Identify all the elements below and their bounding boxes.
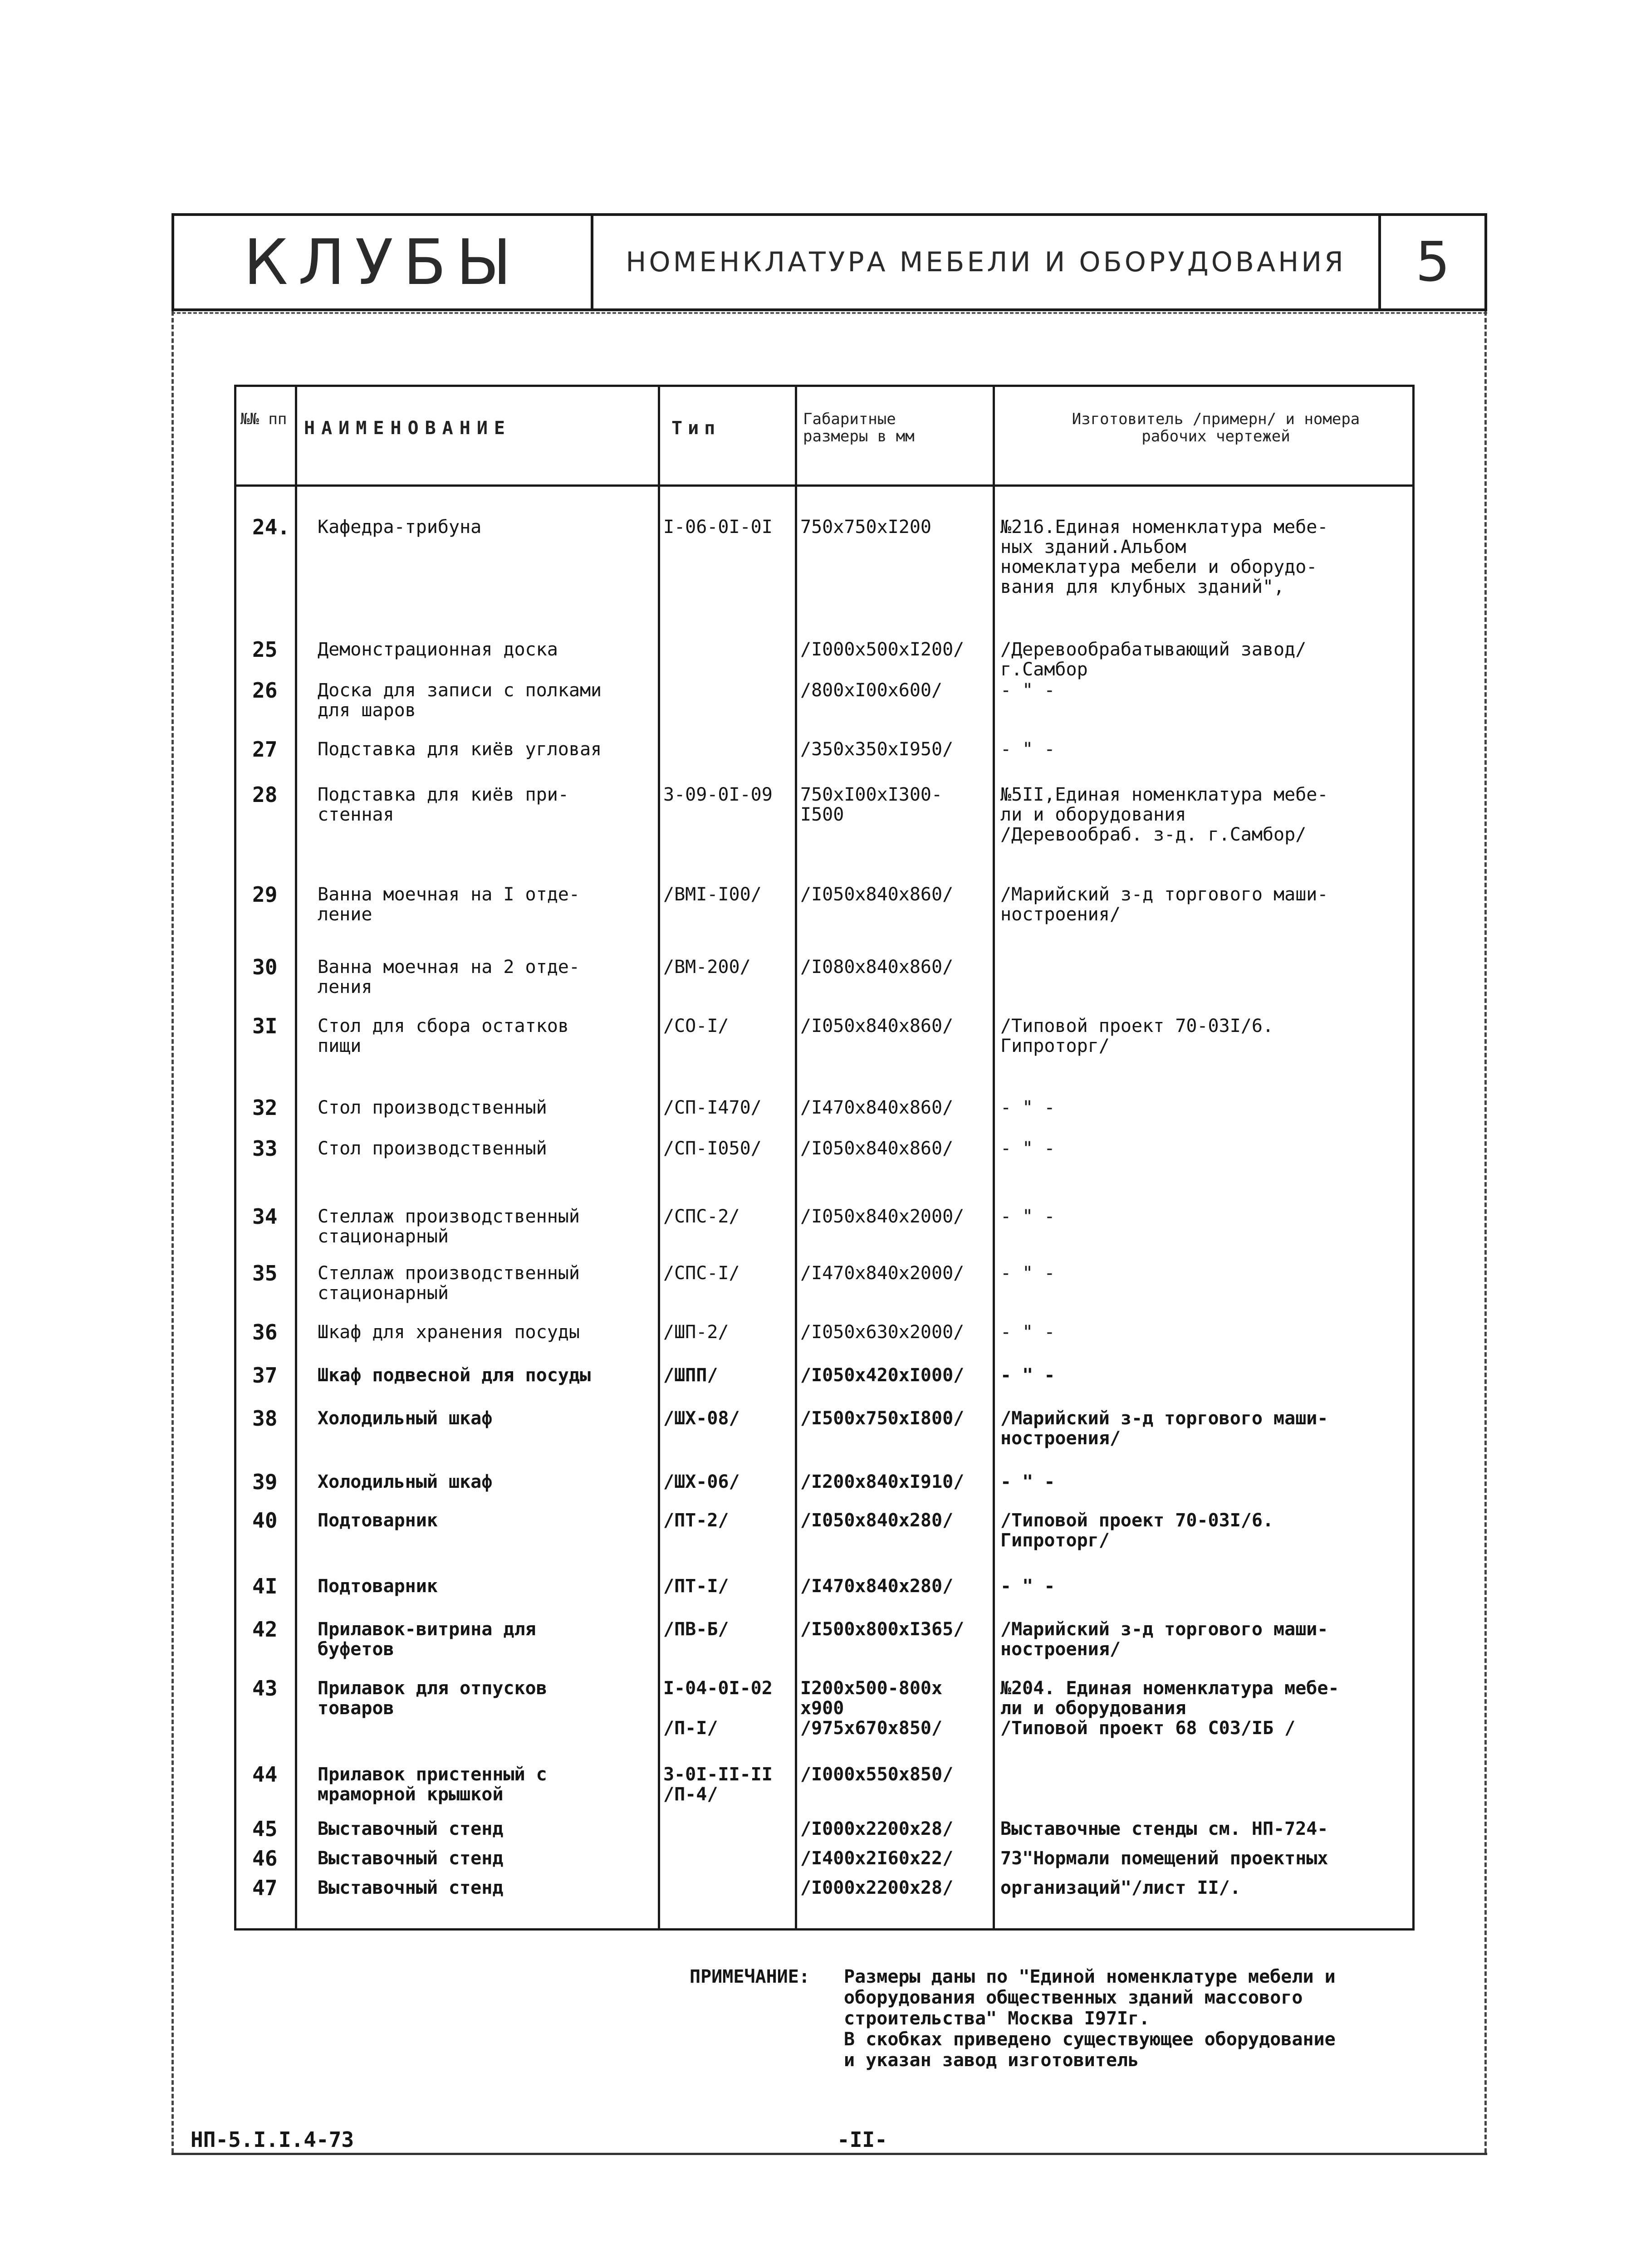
row-type: /ПТ-I/	[663, 1576, 729, 1597]
row-num: 29	[252, 882, 278, 907]
note-line: оборудования общественных зданий массового	[844, 1987, 1303, 2008]
row-name: Доска для записи с полками для шаров	[318, 680, 602, 721]
row-maker: - " -	[1000, 1576, 1055, 1597]
row-type: I-06-0I-0I	[663, 517, 773, 538]
row-num: 34	[252, 1204, 278, 1229]
row-type: 3-0I-II-II /П-4/	[663, 1764, 773, 1805]
row-maker: организаций"/лист II/.	[1000, 1877, 1241, 1898]
column-divider	[795, 385, 797, 1931]
row-name: Прилавок для отпусков товаров	[318, 1678, 547, 1719]
row-dims: /I000x500xI200/	[800, 639, 965, 660]
row-num: 44	[252, 1762, 278, 1787]
page-number: -II-	[837, 2127, 887, 2152]
row-num: 46	[252, 1846, 278, 1871]
row-num: 27	[252, 737, 278, 762]
row-type: /ШХ-08/	[663, 1408, 740, 1429]
sheet-number: 5	[1415, 230, 1450, 294]
row-type: /ШХ-06/	[663, 1471, 740, 1492]
row-maker: - " -	[1000, 680, 1055, 701]
row-num: 25	[252, 637, 278, 662]
row-dims: /I050x840x860/	[800, 1016, 954, 1036]
row-name: Демонстрационная доска	[318, 639, 558, 660]
row-num: 35	[252, 1261, 278, 1286]
column-divider	[658, 385, 660, 1931]
row-name: Холодильный шкаф	[318, 1408, 493, 1429]
row-maker: - " -	[1000, 1206, 1055, 1227]
row-name: Выставочный стенд	[318, 1818, 504, 1839]
row-num: 40	[252, 1508, 278, 1533]
row-dims: /I050x420xI000/	[800, 1365, 965, 1386]
row-dims: /I470x840x860/	[800, 1097, 954, 1118]
row-name: Подставка для киёв угловая	[318, 739, 602, 760]
row-dims: /I050x840x280/	[800, 1510, 954, 1531]
row-num: 36	[252, 1320, 278, 1344]
frame-right-line	[1484, 311, 1487, 2153]
column-divider	[295, 385, 297, 1931]
row-maker: 73"Нормали помещений проектных	[1000, 1848, 1328, 1869]
row-dims: /I470x840x2000/	[800, 1263, 965, 1284]
row-type: /ПВ-Б/	[663, 1619, 729, 1640]
row-num: 33	[252, 1136, 278, 1161]
row-dims: /I500x800xI365/	[800, 1619, 965, 1640]
row-name: Кафедра-трибуна	[318, 517, 482, 538]
row-maker: - " -	[1000, 739, 1055, 760]
row-maker: /Марийский з-д торгового маши- ностроения/	[1000, 884, 1328, 925]
row-name: Прилавок-витрина для буфетов	[318, 1619, 536, 1660]
row-num: 30	[252, 955, 278, 979]
row-name: Подставка для киёв при- стенная	[318, 784, 569, 825]
row-dims: /I000x2200x28/	[800, 1818, 954, 1839]
row-maker: /Типовой проект 70-03I/6. Гипроторг/	[1000, 1016, 1274, 1056]
row-maker: /Марийский з-д торгового маши- ностроения/	[1000, 1408, 1328, 1449]
row-type: /ВМ-200/	[663, 957, 751, 978]
row-dims: /I000x2200x28/	[800, 1877, 954, 1898]
row-name: Шкаф подвесной для посуды	[318, 1365, 591, 1386]
row-name: Стол производственный	[318, 1097, 547, 1118]
note-line: и указан завод изготовитель	[844, 2050, 1139, 2071]
row-maker: №5II,Единая номенклатура мебе- ли и оборудования /Деревообраб. з-д. г.Самбор/	[1000, 784, 1328, 845]
row-num: 38	[252, 1406, 278, 1431]
row-name: Стеллаж производственный стационарный	[318, 1206, 580, 1247]
row-name: Ванна моечная на I отде- ление	[318, 884, 580, 925]
row-num: 47	[252, 1876, 278, 1900]
note-line: В скобках приведено существующее оборудование	[844, 2029, 1336, 2050]
row-type: I-04-0I-02 /П-I/	[663, 1678, 773, 1739]
row-name: Прилавок пристенный с мраморной крышкой	[318, 1764, 547, 1805]
row-num: 26	[252, 678, 278, 703]
row-dims: /I050x840x860/	[800, 1138, 954, 1159]
row-maker: /Типовой проект 70-03I/6. Гипроторг/	[1000, 1510, 1274, 1551]
frame-left-line	[171, 311, 174, 2153]
row-maker: - " -	[1000, 1263, 1055, 1284]
row-type: /ВМI-I00/	[663, 884, 762, 905]
row-num: 4I	[252, 1574, 278, 1598]
row-num: 24.	[252, 515, 290, 539]
note-line: строительства" Москва I97Iг.	[844, 2008, 1150, 2029]
row-dims: /I080x840x860/	[800, 957, 954, 978]
document-code: НП-5.I.I.4-73	[191, 2127, 354, 2152]
row-name: Выставочный стенд	[318, 1877, 504, 1898]
building-type-title: КЛУБЫ	[243, 225, 522, 299]
column-divider	[993, 385, 995, 1931]
row-num: 45	[252, 1817, 278, 1841]
row-dims: /I050x840x2000/	[800, 1206, 965, 1227]
header-name: НАИМЕНОВАНИЕ	[304, 418, 511, 439]
row-num: 3I	[252, 1014, 278, 1038]
row-type: /ШПП/	[663, 1365, 718, 1386]
row-num: 37	[252, 1363, 278, 1388]
row-name: Подтоварник	[318, 1510, 438, 1531]
note-label: ПРИМЕЧАНИЕ:	[690, 1966, 810, 1987]
row-maker: - " -	[1000, 1138, 1055, 1159]
row-dims: /I400x2I60x22/	[800, 1848, 954, 1869]
header-type: Тип	[671, 418, 721, 439]
row-num: 43	[252, 1676, 278, 1701]
header-num: №№ пп	[240, 410, 287, 428]
row-num: 32	[252, 1095, 278, 1120]
row-name: Шкаф для хранения посуды	[318, 1322, 580, 1343]
row-name: Стол для сбора остатков пищи	[318, 1016, 569, 1056]
header-separator	[234, 484, 1415, 487]
row-maker: /Деревообрабатывающий завод/ г.Самбор	[1000, 639, 1307, 680]
row-maker: №216.Единая номенклатура мебе- ных зданий.Альбом номеклатура мебели и оборудо- вания для клубных зданий",	[1000, 517, 1328, 597]
row-type: /СПС-I/	[663, 1263, 740, 1284]
row-dims: 750xI00xI300- I500	[800, 784, 943, 825]
row-maker: - " -	[1000, 1471, 1055, 1492]
row-maker: №204. Единая номенклатура мебе- ли и оборудования /Типовой проект 68 С03/IБ /	[1000, 1678, 1339, 1739]
row-name: Подтоварник	[318, 1576, 438, 1597]
row-dims: /I050x630x2000/	[800, 1322, 965, 1343]
header-maker: Изготовитель /примерн/ и номера рабочих чертежей	[1072, 410, 1360, 445]
row-type: /СПС-2/	[663, 1206, 740, 1227]
row-type: /СП-I050/	[663, 1138, 762, 1159]
row-name: Стеллаж производственный стационарный	[318, 1263, 580, 1304]
row-name: Выставочный стенд	[318, 1848, 504, 1869]
row-maker: - " -	[1000, 1322, 1055, 1343]
frame-top-line	[171, 312, 1487, 314]
row-dims: /I200x840xI910/	[800, 1471, 965, 1492]
row-type: 3-09-0I-09	[663, 784, 773, 805]
row-maker: - " -	[1000, 1097, 1055, 1118]
row-num: 42	[252, 1617, 278, 1642]
row-maker: - " -	[1000, 1365, 1055, 1386]
row-name: Стол производственный	[318, 1138, 547, 1159]
frame-bottom-line	[171, 2153, 1487, 2155]
document-title: НОМЕНКЛАТУРА МЕБЕЛИ И ОБОРУДОВАНИЯ	[626, 246, 1346, 278]
row-dims: I200x500-800x x900 /975x670x850/	[800, 1678, 943, 1739]
row-maker: /Марийский з-д торгового маши- ностроения/	[1000, 1619, 1328, 1660]
row-type: /СО-I/	[663, 1016, 729, 1036]
header-dims: Габаритные размеры в мм	[803, 410, 915, 445]
row-type: /ПТ-2/	[663, 1510, 729, 1531]
row-dims: /I000x550x850/	[800, 1764, 954, 1785]
note-line: Размеры даны по "Единой номенклатуре мебели и	[844, 1966, 1336, 1987]
row-name: Ванна моечная на 2 отде- ления	[318, 957, 580, 997]
row-num: 39	[252, 1470, 278, 1494]
row-dims: /I470x840x280/	[800, 1576, 954, 1597]
row-dims: 750x750xI200	[800, 517, 931, 538]
row-dims: /I050x840x860/	[800, 884, 954, 905]
row-type: /ШП-2/	[663, 1322, 729, 1343]
row-type: /СП-I470/	[663, 1097, 762, 1118]
row-dims: /350x350xI950/	[800, 739, 954, 760]
row-name: Холодильный шкаф	[318, 1471, 493, 1492]
row-dims: /I500x750xI800/	[800, 1408, 965, 1429]
row-num: 28	[252, 782, 278, 807]
row-dims: /800xI00x600/	[800, 680, 943, 701]
row-maker: Выставочные стенды см. НП-724-	[1000, 1818, 1328, 1839]
